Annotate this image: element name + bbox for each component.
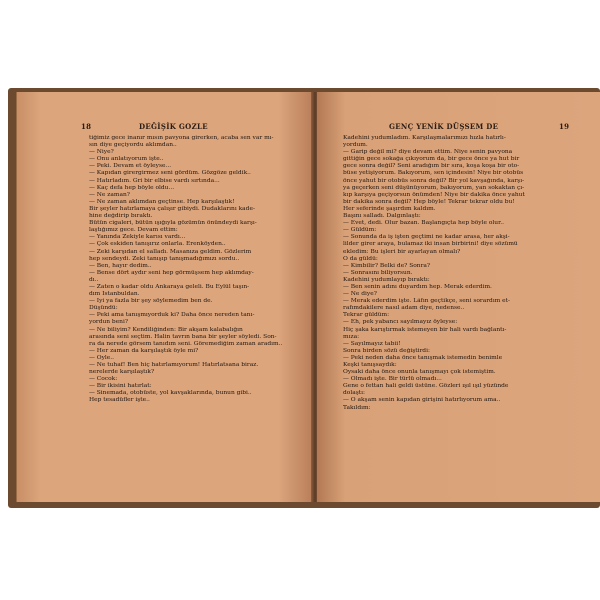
text-line: Hep tesadüfler işte.. (89, 397, 150, 404)
text-line: — Merak ederdim işte. Lâfın geçtikçe, seni sorardım et- (343, 298, 511, 305)
text-line: dım İstanbuldan. (89, 291, 140, 298)
text-line: — Öyle.. (89, 354, 115, 361)
text-line: — İyi ya fazla bir şey söylemedim ben de. (89, 298, 213, 305)
text-line: yordum. (343, 142, 368, 149)
text-line: tiğimiz gece inanır mısın pavyona girerken, acaba sen var mı- (89, 135, 274, 141)
text-line: gittiğin gece sokağa çıkıyorum da, bir gece önce ya hut bir (343, 156, 520, 163)
text-line: önce yahut bir otobüs sonra değil? Bir yol kavşağında, karşı- (343, 177, 525, 184)
text-line: — Kimbilir? Belki de? Sonra? (343, 262, 431, 269)
text-line: — Bir ikisini hatırlat: (89, 383, 152, 390)
text-line: — Ne diye? (343, 291, 377, 298)
left-page-number: 18 (81, 122, 92, 131)
text-line: — O akşam senin kapıdan girişini hatırlıyorum ama.. (343, 397, 501, 404)
text-line: hep sendeydi. Zeki tanışıp tanışmadığımızı sordu.. (89, 255, 240, 262)
text-line: — Garip değil mi? diye devam ettim. Niye senin pavyona (343, 149, 513, 156)
text-line: — Eh, pek yabancı sayılmayız öyleyse: (343, 319, 458, 326)
text-line: — Onu anlatıyorum işte.. (89, 156, 164, 163)
text-line: Her seferinde şaşırdım kaldım. (343, 205, 436, 212)
text-line: arasında seni seçtim. Halin tavrın bana bir şeyler söyledi. Son- (89, 333, 277, 340)
text-line: O da güldü: (343, 255, 378, 262)
text-line: — Hatırladım. Gri bir elbise vardı sırtında... (89, 177, 220, 184)
text-line: — Sonunda da iş işten geçtimi ne kadar arasa, her akşi- (343, 234, 510, 241)
right-page-number: 19 (559, 122, 570, 131)
right-page-text (343, 135, 557, 412)
text-line: Sonra birden sözü değiştirdi: (343, 347, 430, 354)
text-line: — Ne tuhaf! Ben hiç hatırlamıyorum! Hatırlatsana biraz. (89, 362, 259, 368)
text-line: yordun beni? (89, 319, 129, 326)
text-line: Gene o fettan hali geldi üstüne. Gözleri ışıl ışıl yüzünde (343, 383, 509, 390)
text-line: Takıldım: (343, 404, 371, 411)
right-page (317, 92, 600, 502)
text-line: Bütün cigaleri, bütün ışığıyla gözümün önündeydi karşı- (89, 220, 257, 227)
text-line: — Ben senin adını duyardım hep. Merak ederdim. (343, 283, 492, 290)
text-line: gece sonra değil? Seni aradığım bir sıra, koşa koşa bir oto- (343, 163, 520, 170)
text-line: — Cocok: (89, 376, 118, 383)
left-page-text (89, 135, 307, 405)
text-line: — Peki ama tanışmıyorduk ki? Daha önce nereden tanı- (89, 312, 255, 319)
text-line: — Peki. Devam et öyleyse... (89, 163, 172, 170)
text-line: nerelerde karşılaştık? (89, 369, 155, 376)
text-line: rafımdakilere nasıl adam diye, nedense.. (343, 305, 465, 312)
text-line: — Ben, hayır dedim.. (89, 262, 152, 269)
text-line: Düşündü: (89, 305, 118, 312)
text-line: Kadehini yudumlayıp bıraktı: (343, 276, 430, 283)
text-line: laştığımız gece. Devam ettim: (89, 227, 178, 234)
text-line: bir dakika sonra değil? Hep böyle! Tekrar tekrar oldu bu! (343, 198, 515, 205)
text-line: — Sayılmayız tabii! (343, 340, 401, 347)
right-running-title: GENÇ YENİK DÜŞSEM DE (389, 122, 499, 131)
text-line: — Olmadı işte. Bir türlü olmadı... (343, 376, 442, 383)
text-line: — Sonrasını biliyorsun. (343, 269, 413, 276)
text-line: Başını salladı. Dalgınlaştı: (343, 213, 421, 220)
text-line: — Zeki karşıdan el salladı. Masanıza geldim. Gözlerim (89, 248, 252, 255)
text-line: — Bense dört aydır seni hep görmüşsem hep aklımday- (89, 269, 254, 276)
text-line: Keşki tanışsaydık: (343, 362, 397, 368)
text-line: mıza: (343, 333, 360, 340)
text-line: büse yetişiyorum. Bakıyorum, sen içindesin! Niye bir otobüs (343, 170, 524, 177)
text-line: — Kapıdan girergirmez seni gördüm. Gözgöze geldik.. (89, 170, 251, 177)
text-line: — Yanında Zekiyle karısı vardı... (89, 234, 186, 241)
text-line: Tekrar güldüm: (343, 312, 390, 319)
text-line: ra da nerede görsem tanıdım seni. Göremediğim zaman aradım.. (89, 340, 283, 347)
text-line: lilder girer araya, bulamaz iki insan birbirini! diye sözümü (343, 241, 518, 248)
text-line: — Ne biliyim? Kendiliğinden: Bir akşam kalabalığın (89, 326, 243, 333)
text-line: Bir şeyler hatırlamaya çalışır gibiydi. Dudaklarını kade- (89, 205, 255, 212)
text-line: — Zaten o kadar oldu Ankaraya geleli. Bu Eylül taşın- (89, 283, 250, 290)
text-line: ya geçerken seni düşünüyorum, bakıyorum, yan sokaktan çı- (343, 184, 525, 191)
left-page (16, 92, 314, 502)
text-line: Hiç şaka karıştırmak istemeyen bir hali vardı bağlantı- (343, 326, 507, 333)
text-line: — Güldüm: (343, 227, 377, 234)
text-line: — Evet, dedi. Olur bazan. Başlangıçta hep böyle olur.. (343, 220, 504, 227)
text-line: kıp karşıya geçiyorsun önümden! Niye bir dakika önce yahut (343, 191, 525, 198)
text-line: ekledim: Bu işleri bir ayarlayan olmalı? (343, 248, 461, 255)
text-line: Oysaki daha önce onunla tanışmayı çok istemiştim. (343, 369, 496, 376)
text-line: — Her zaman da karşılaştık öyle mi? (89, 347, 199, 354)
text-line: — Niye? (89, 149, 114, 156)
left-running-title: DEĞİŞİK GOZLE (139, 122, 208, 131)
text-line: Kadehini yudumladım. Karşılaşmalarımızı hızla hatırlı- (343, 135, 506, 141)
text-line: hine değdirip bıraktı. (89, 213, 153, 220)
text-line: sın diye geçiyordu aklımdan.. (89, 142, 177, 149)
text-line: — Sinemada, otobüste, yol kavşaklarında, bunun gibi.. (89, 390, 252, 397)
text-line: — Çok eskiden tanışırız onlarla. Erenköyden.. (89, 241, 226, 248)
text-line: dı.. (89, 276, 99, 283)
text-line: — Peki neden daha önce tanışmak istemedin benimle (343, 354, 503, 361)
text-line: — Ne zaman? (89, 191, 130, 198)
text-line: — Kaç defa hep böyle oldu... (89, 184, 175, 191)
text-line: — Ne zaman aklımdan geçtinse. Hep karşılaştık! (89, 198, 235, 205)
text-line: dolaştı: (343, 390, 365, 397)
